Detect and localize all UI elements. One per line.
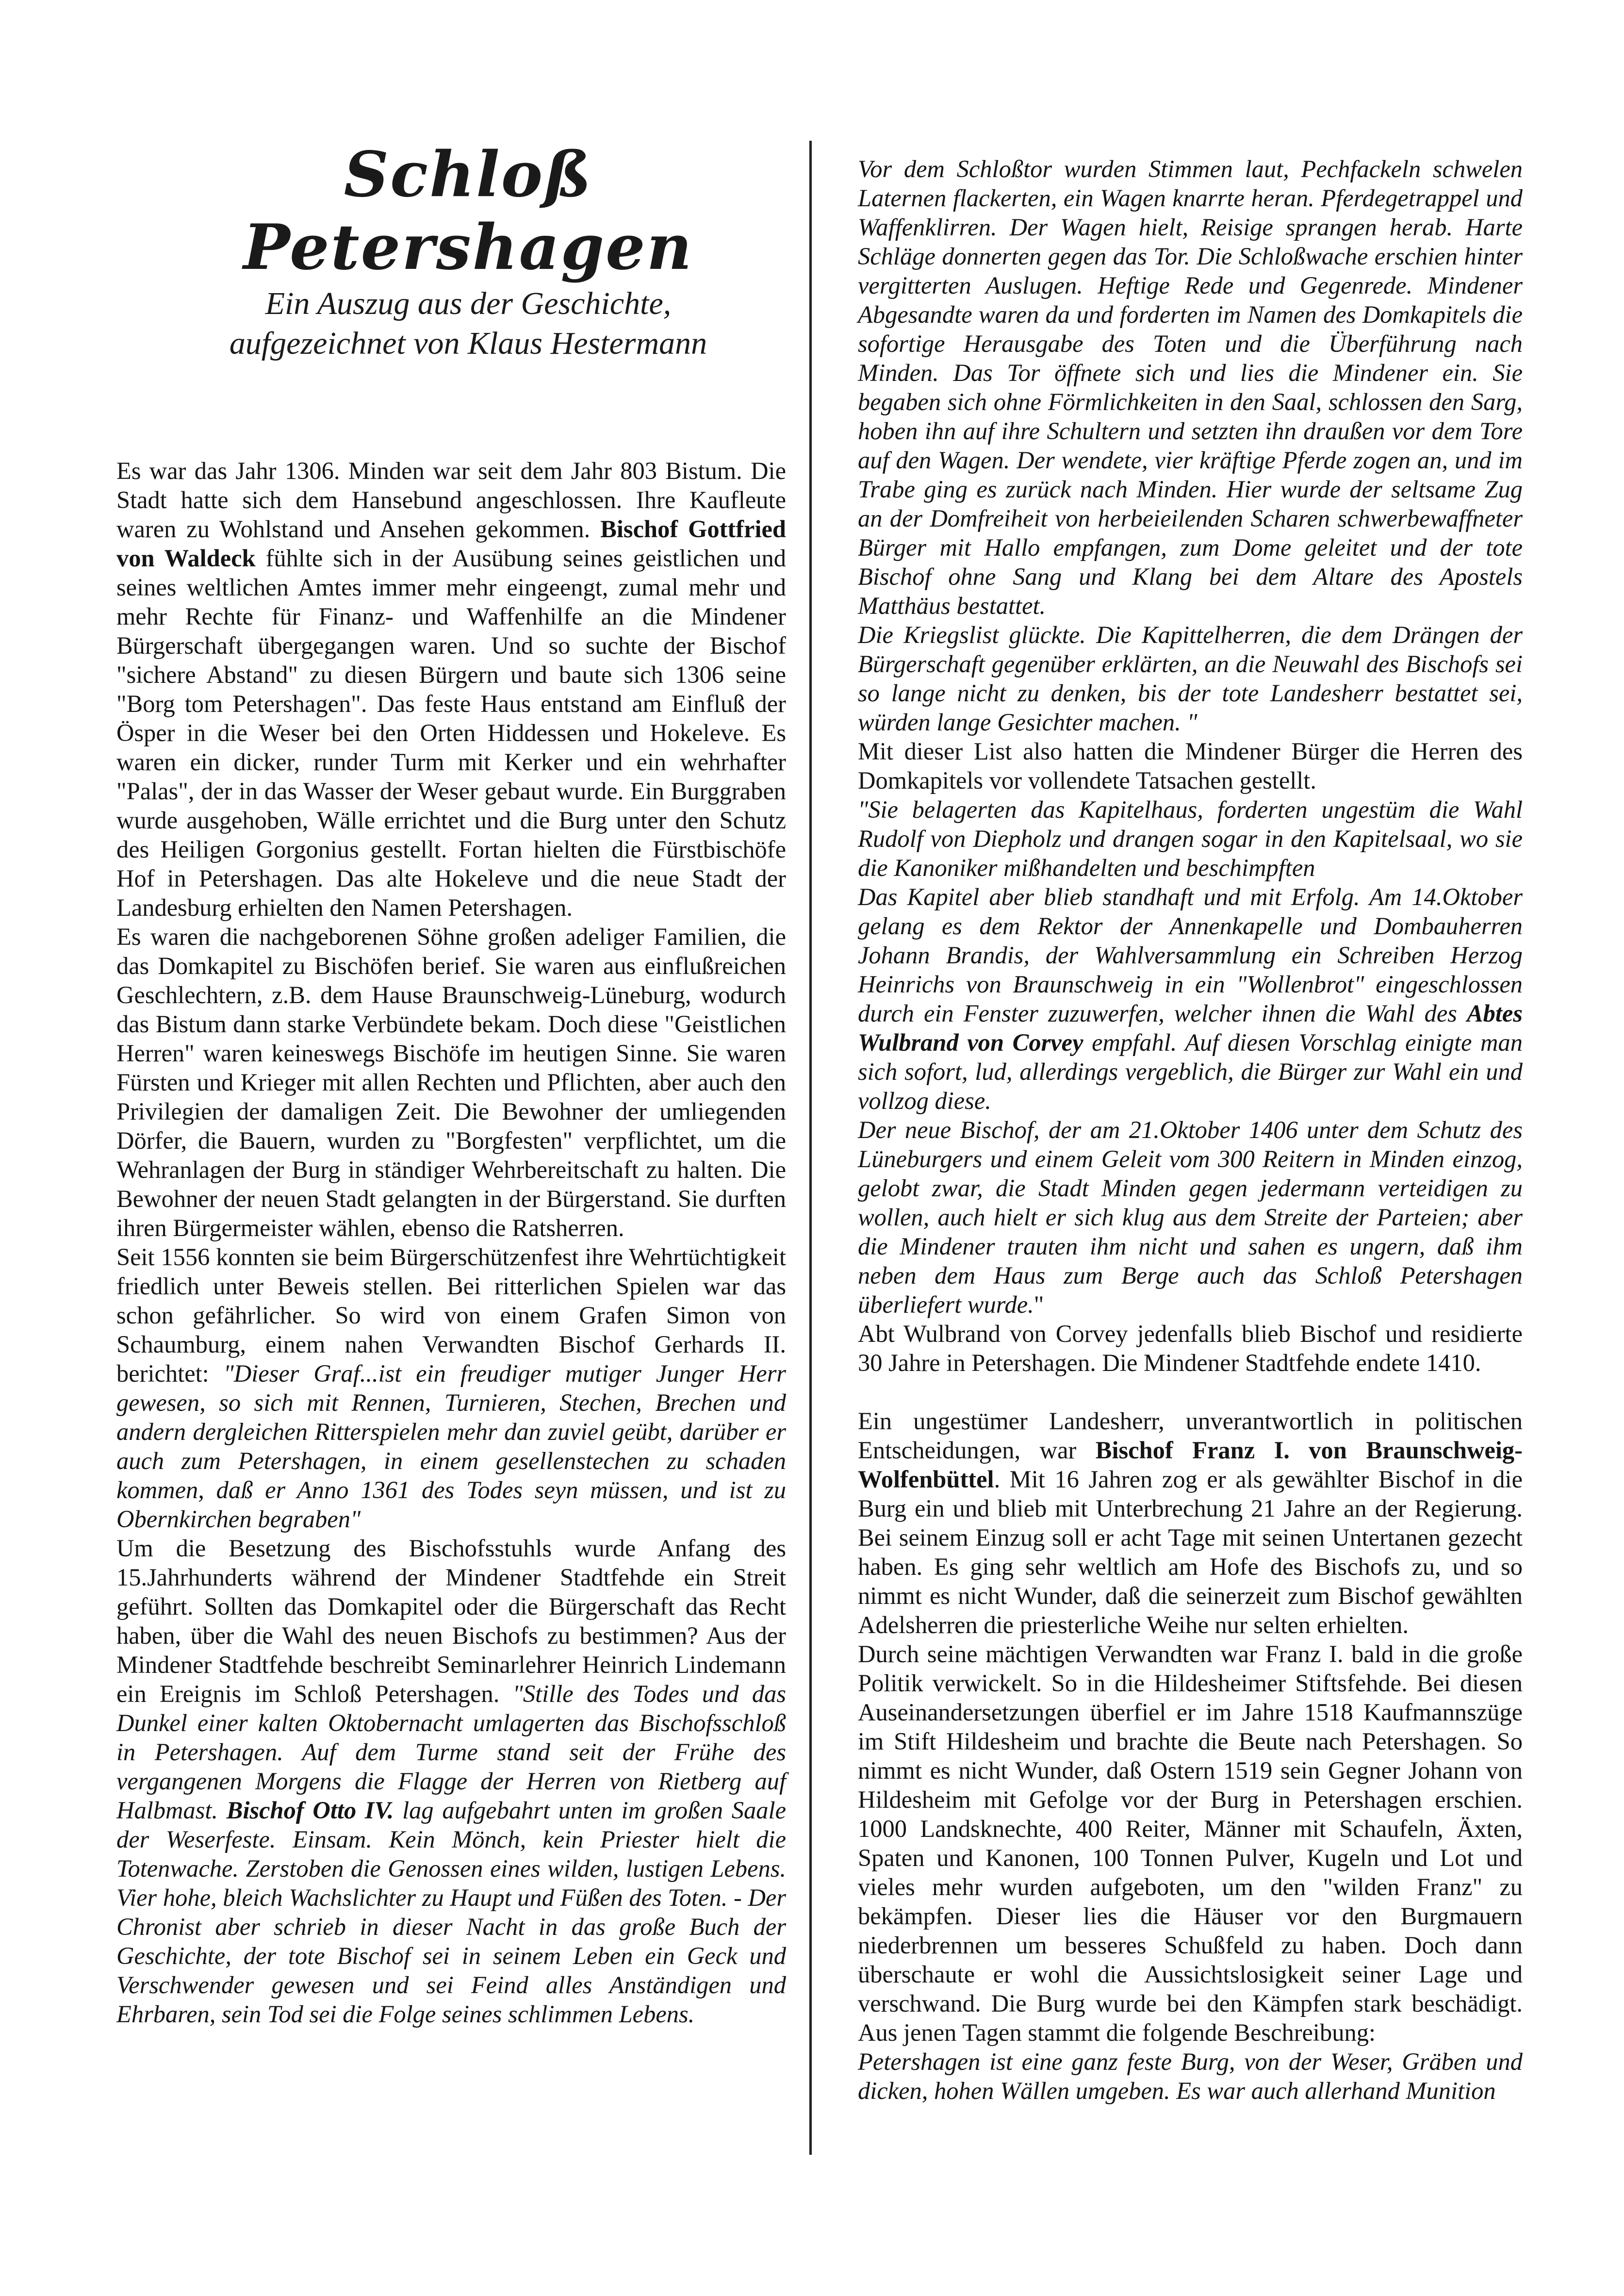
quote-paragraph: Die Kriegslist glückte. Die Kapittelherren, die dem Drängen der Bürgerschaft gegenüber erklärten, an die Neuwahl des Bischofs sei so lange nicht zu denken, bis der tote Landesherr bestattet sei, würden lange Gesichter machen. " [858,621,1523,736]
spacer [858,1377,1523,1406]
quote: "Dieser Graf...ist ein freudiger mutiger Junger Herr gewesen, so sich mit Rennen, Turnieren, Stechen, Brechen und andern dergleichen Ritterspielen mehr dan zuviel geübt, darüber er auch zum Petershagen, in einem gesellenstechen zu schaden kommen, daß er Anno 1361 des Todes seyn müssen, und ist zu Obernkirchen begraben" [116,1360,786,1533]
paragraph: Es waren die nachgeborenen Söhne großen adeliger Familien, die das Domkapitel zu Bischöfen berief. Sie waren aus einflußreichen Geschlechtern, z.B. dem Hause Braunschweig-Lüneburg, wodurch das Bistum dann starke Verbündete bekam. Doch diese "Geistlichen Herren" waren keineswegs Bischöfe im heutigen Sinne. Sie waren Fürsten und Krieger mit allen Rechten und Pflichten, aber auch den Privilegien der damaligen Zeit. Die Bewohner der umliegenden Dörfer, die Bauern, wurden zu "Borgfesten" verpflichtet, um die Wehranlagen der Burg in ständiger Wehrbereitschaft zu halten. Die Bewohner der neuen Stadt gelangten in der Bürgerstand. Sie durften ihren Bürgermeister wählen, ebenso die Ratsherren. [116,923,786,1241]
quote-paragraph [858,882,1523,1115]
quote: "Stille des Todes und das Dunkel einer kalten Oktobernacht umlagerten das Bischofsschloß in Petershagen. Auf dem Turme stand seit der Frühe des vergangenen Morgens die Flagge der Herren von Rietberg auf Halbmast. [116,1680,786,1824]
text-run: Seit 1556 konnten sie beim Bürgerschützenfest ihre Wehrtüchtigkeit friedlich unter Beweis stellen. Bei ritterlichen Spielen war das schon gefährlicher. So wird von einem Grafen Simon von Schaumburg, einem nahen Verwandten Bischof Gerhards II. berichtet: [116,1243,786,1387]
paragraph [116,456,786,922]
bold-name: Bischof Franz I. von Braunschweig-Wolfenbüttel [858,1437,1523,1493]
paragraph: Mit dieser List also hatten die Mindener Bürger die Herren des Domkapitels vor vollendete Tatsachen gestellt. [858,738,1523,794]
subtitle-line-2: aufgezeichnet von Klaus Hestermann [229,326,707,361]
bold-name: Bischof Otto IV. [226,1797,394,1824]
page-title: Schloß Petershagen [243,138,693,284]
subtitle [116,284,820,363]
text-run: Es war das Jahr 1306. Minden war seit dem Jahr 803 Bistum. Die Stadt hatte sich dem Hansebund angeschlossen. Ihre Kaufleute waren zu Wohlstand und Ansehen gekommen. [116,457,786,543]
paragraph [116,1242,786,1534]
paragraph [116,1534,786,2029]
subtitle-line-1: Ein Auszug aus der Geschichte, [265,286,672,321]
paragraph: Abt Wulbrand von Corvey jedenfalls blieb Bischof und residierte 30 Jahre in Petershagen. Die Mindener Stadtfehde endete 1410. [858,1320,1523,1376]
text-run: fühlte sich in der Ausübung seines geistlichen und seines weltlichen Amtes immer mehr eingeengt, zumal mehr und mehr Rechte für Finanz- und Waffenhilfe an die Mindener Bürgerschaft übergegangen waren. Und so suchte der Bischof "sichere Abstand" zu diesen Bürgern und baute sich 1306 seine "Borg tom Petershagen". Das feste Haus entstand am Einfluß der Ösper in die Weser bei den Orten Hiddessen und Hokeleve. Es waren ein dicker, runder Turm mit Kerker und ein wehrhafter "Palas", der in das Wasser der Weser gebaut wurde. Ein Burggraben wurde ausgehoben, Wälle errichtet und die Burg unter den Schutz des Heiligen Gorgonius gestellt. Fortan hielten die Fürstbischöfe Hof in Petershagen. Das alte Hokeleve und die neue Stadt der Landesburg erhielten den Namen Petershagen. [116,545,787,921]
right-column [858,154,1523,2105]
quote-paragraph: Vor dem Schloßtor wurden Stimmen laut, Pechfackeln schwelen Laternen flackerten, ein Wagen knarrte heran. Pferdegetrappel und Waffenklirren. Der Wagen hielt, Reisige sprangen herab. Harte Schläge donnerten gegen das Tor. Die Schloßwache erschien hinter vergitterten Auslugen. Heftige Rede und Gegenrede. Mindener Abgesandte waren da und forderten im Namen des Domkapitels die sofortige Herausgabe des Toten und die Überführung nach Minden. Das Tor öffnete sich und lies die Mindener ein. Sie begaben sich ohne Förmlichkeiten in den Saal, schlossen den Sarg, hoben ihn auf ihre Schultern und setzten ihn draußen vor dem Tore auf den Wagen. Der wendete, vier kräftige Pferde zogen an, und im Trabe ging es zurück nach Minden. Hier wurde der seltsame Zug an der Domfreiheit von herbeieilenden Scharen schwerbewaffneter Bürger mit Hallo empfangen, zum Dome geleitet und der tote Bischof ohne Sang und Klang bei dem Altare des Apostels Matthäus bestattet. [858,155,1523,619]
text-run: Der neue Bischof, der am 21.Oktober 1406 unter dem Schutz des Lüneburgers und einem Geleit vom 300 Reitern in Minden einzog, gelobt zwar, die Stadt Minden gegen jedermann verteidigen zu wollen, auch hielt er sich klug aus dem Streite der Parteien; aber die Mindener trauten ihm nicht und sahen es ungern, daß ihm neben dem Haus zum Berge auch das Schloß Petershagen überliefert wurde. [858,1116,1523,1318]
left-column [116,456,786,2029]
paragraph [858,1406,1523,1639]
quote: lag aufgebahrt unten im großen Saale der Weserfeste. Einsam. Kein Mönch, kein Priester hielt die Totenwache. Zerstoben die Genossen eines wilden, lustigen Lebens. Vier hohe, bleich Wachslichter zu Haupt und Füßen des Toten. - Der Chronist aber schrieb in dieser Nacht in das große Buch der Geschichte, der tote Bischof sei in seinem Leben ein Geck und Verschwender gewesen und sei Feind alles Anständigen und Ehrbaren, sein Tod sei die Folge seines schlimmen Lebens. [116,1797,786,2028]
text-run: " [1033,1291,1044,1318]
bold-name: Abtes Wulbrand von Corvey [858,1000,1523,1056]
column-divider [809,141,812,2155]
quote-paragraph: Petershagen ist eine ganz feste Burg, von der Weser, Gräben und dicken, hohen Wällen umgeben. Es war auch allerhand Munition [858,2048,1523,2104]
paragraph: Durch seine mächtigen Verwandten war Franz I. bald in die große Politik verwickelt. So in die Hildesheimer Stiftsfehde. Bei diesen Auseinandersetzungen überfiel er im Jahre 1518 Kaufmannszüge im Stift Hildesheim und brachte die Beute nach Petershagen. So nimmt es nicht Wunder, daß Ostern 1519 sein Gegner Johann von Hildesheim mit Gefolge vor der Burg in Petershagen erschien. 1000 Landsknechte, 400 Reiter, Männer mit Schaufeln, Äxten, Spaten und Kanonen, 100 Tonnen Pulver, Kugeln und Lot und vieles mehr wurden aufgeboten, um den "wilden Franz" zu bekämpfen. Dieser lies die Häuser vor den Burgmauern niederbrennen um besseres Schußfeld zu haben. Doch dann überschaute er wohl die Aussichtslosigkeit seiner Lage und verschwand. Die Burg wurde bei den Kämpfen stark beschädigt. Aus jenen Tagen stammt die folgende Beschreibung: [858,1640,1523,2046]
quote-paragraph [858,1115,1523,1319]
quote-paragraph: "Sie belagerten das Kapitelhaus, forderten ungestüm die Wahl Rudolf von Diepholz und drangen sogar in den Kapitelsaal, wo sie die Kanoniker mißhandelten und beschimpften [858,796,1523,881]
text-run: Um die Besetzung des Bischofsstuhls wurde Anfang des 15.Jahrhunderts während der Mindener Stadtfehde ein Streit geführt. Sollten das Domkapitel oder die Bürgerschaft das Recht haben, über die Wahl des neuen Bischofs zu bestimmen? Aus der Mindener Stadtfehde beschreibt Seminarlehrer Heinrich Lindemann ein Ereignis im Schloß Petershagen. [116,1535,786,1707]
text-run: Ein ungestümer Landesherr, unverantwortlich in politischen Entscheidungen, war [858,1407,1523,1464]
bold-name: Bischof Gottfried von Waldeck [116,515,787,572]
text-run: . Mit 16 Jahren zog er als gewählter Bischof in die Burg ein und blieb mit Unterbrechung 21 Jahre an der Regierung. Bei seinem Einzug soll er acht Tage mit seinen Untertanen gezecht haben. Es ging sehr weltlich am Hofe des Bischofs zu, und so nimmt es nicht Wunder, daß die seinerzeit zum Bischof gewählten Adelsherren die priesterliche Weihe nur selten erhielten. [858,1466,1523,1638]
text-run: Das Kapitel aber blieb standhaft und mit Erfolg. Am 14.Oktober gelang es dem Rektor der Annenkapelle und Dombauherren Johann Brandis, der Wahlversammlung ein Schreiben Herzog Heinrichs von Braunschweig in ein "Wollenbrot" eingeschlossen durch ein Fenster zuzuwerfen, welcher ihnen die Wahl des [858,883,1523,1027]
text-run: empfahl. Auf diesen Vorschlag einigte man sich sofort, lud, allerdings vergeblich, die Bürger zur Wahl ein und vollzog diese. [858,1029,1523,1114]
